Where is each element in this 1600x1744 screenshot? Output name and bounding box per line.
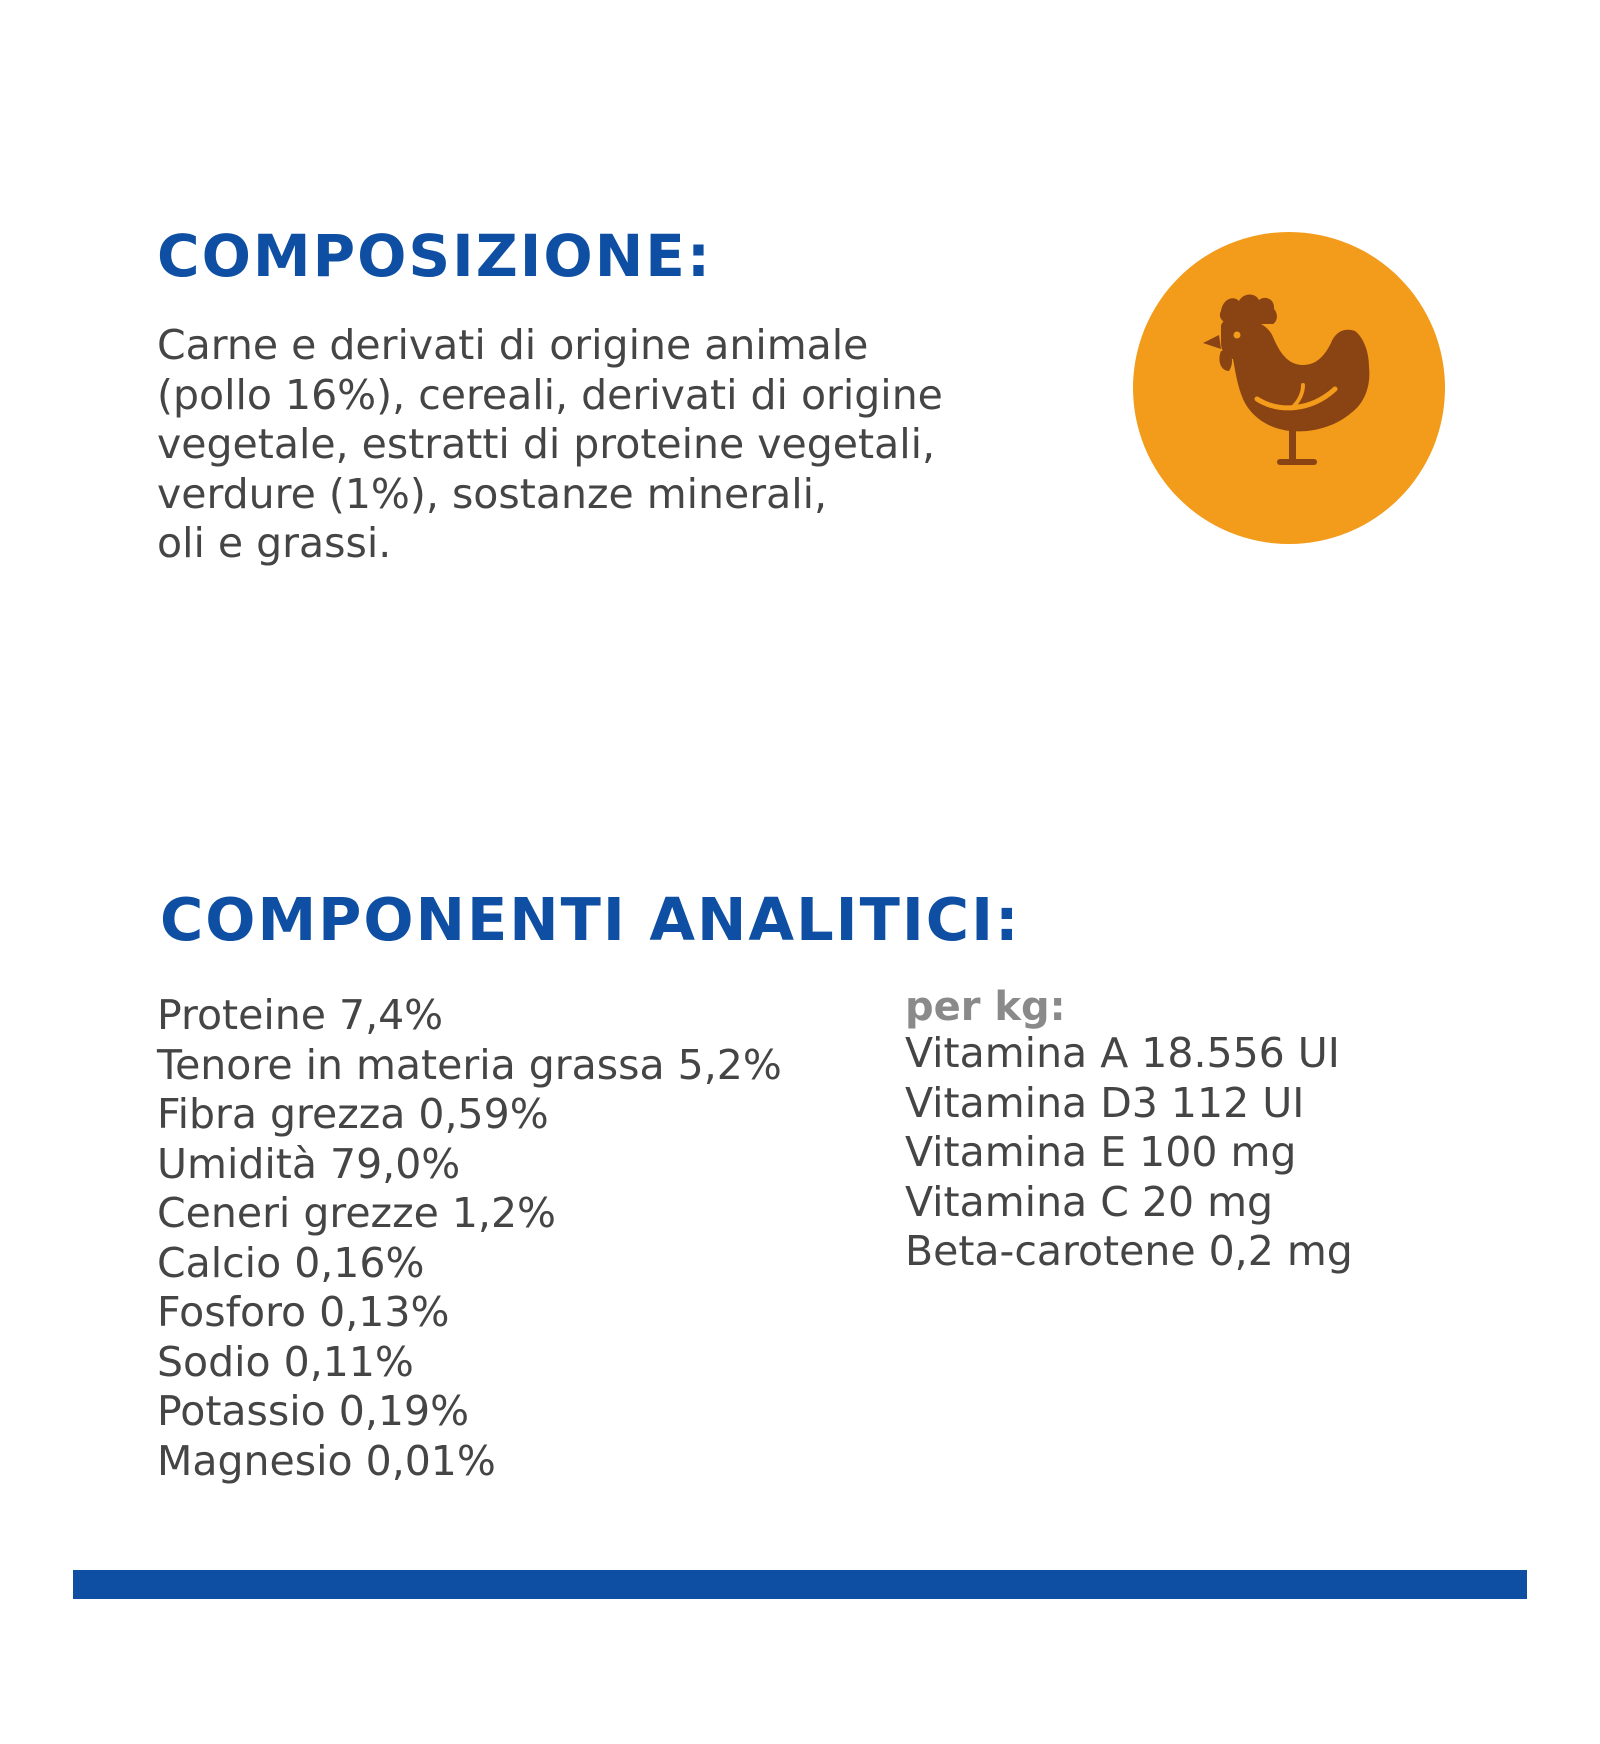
composition-line: oli e grassi. (157, 519, 392, 567)
vitamin-item: Vitamina D3 112 UI (905, 1078, 1305, 1127)
vitamin-item: Vitamina A 18.556 UI (905, 1029, 1340, 1077)
vitamin-item: Vitamina E 100 mg (905, 1128, 1297, 1176)
footer-divider-bar (73, 1570, 1527, 1599)
list-item: Potassio 0,19% (157, 1387, 470, 1435)
vitamin-item: Vitamina C 20 mg (905, 1177, 1274, 1226)
composition-line: vegetale, estratti di proteine vegetali, (157, 420, 936, 468)
composition-text (157, 321, 943, 569)
vitamins-block (905, 985, 1353, 1277)
list-item: Magnesio 0,01% (157, 1436, 496, 1485)
list-item: Tenore in materia grassa 5,2% (157, 1040, 782, 1089)
list-item: Ceneri grezze 1,2% (157, 1189, 557, 1237)
chicken-badge (1133, 232, 1445, 544)
composition-line: Carne e derivati di origine animale (157, 321, 869, 369)
list-item: Calcio 0,16% (157, 1238, 425, 1287)
analytical-heading: COMPONENTI ANALITICI: (160, 885, 1021, 954)
vitamins-list (905, 1029, 1353, 1277)
composition-line: (pollo 16%), cereali, derivati di origine (157, 370, 943, 419)
vitamins-header: per kg: (905, 984, 1066, 1030)
analytical-components-list (157, 991, 782, 1486)
list-item: Umidità 79,0% (157, 1139, 461, 1188)
composition-line: verdure (1%), sostanze minerali, (157, 469, 828, 518)
list-item: Fibra grezza 0,59% (157, 1090, 549, 1138)
composition-heading: COMPOSIZIONE: (157, 222, 713, 290)
list-item: Sodio 0,11% (157, 1337, 414, 1386)
list-item: Proteine 7,4% (157, 991, 444, 1039)
vitamin-item: Beta-carotene 0,2 mg (905, 1227, 1353, 1275)
chicken-icon (1199, 293, 1379, 483)
list-item: Fosforo 0,13% (157, 1288, 450, 1336)
